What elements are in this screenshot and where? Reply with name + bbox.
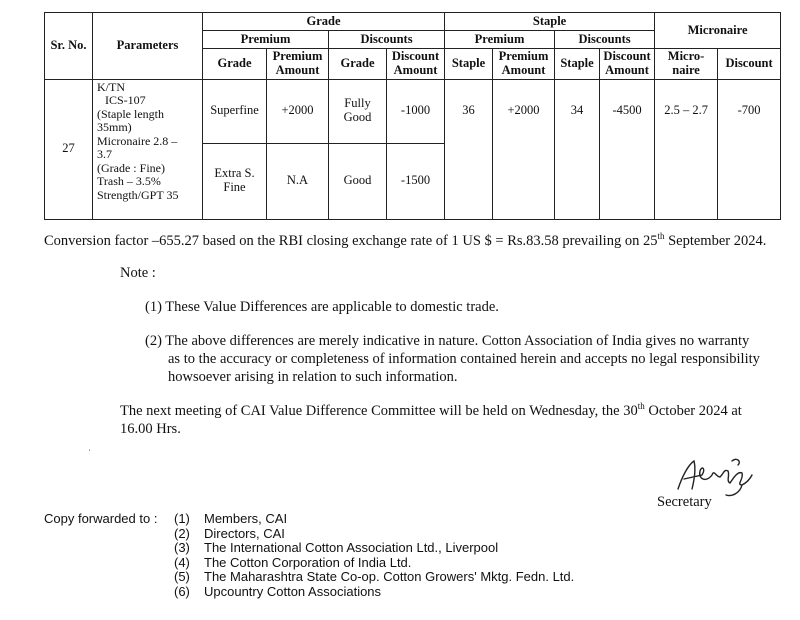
discount-amount-cell: -1500: [387, 143, 445, 219]
sr-no-cell: 27: [45, 79, 93, 219]
list-text: Directors, CAI: [204, 525, 285, 541]
list-num: (6): [174, 583, 190, 599]
param-line: (Grade : Fine): [97, 160, 165, 175]
meeting-tail: October 2024 at: [644, 403, 742, 419]
sub-discount-header: Discount: [718, 49, 781, 80]
param-line: 35mm): [97, 120, 132, 135]
staple-discount-amount-cell: -4500: [600, 79, 655, 219]
premium-amount-cell: N.A: [267, 143, 329, 219]
list-text: The International Cotton Association Ltd., Liverpool: [204, 540, 499, 556]
list-item: [174, 570, 574, 585]
conversion-sup: th: [657, 231, 665, 242]
sub-discount-amount-header: Discount Amount: [387, 49, 445, 80]
discount-grade-cell: Good: [329, 143, 387, 219]
conversion-main: Conversion factor –655.27 based on the RBI closing exchange rate of 1 US $ = Rs.83.58 prevailing on 25: [44, 233, 658, 249]
list-num: (5): [174, 569, 190, 585]
param-line: Micronaire 2.8 –: [97, 133, 178, 148]
sub-premium-amount-header: Premium Amount: [267, 49, 329, 80]
next-meeting-text: [120, 402, 742, 420]
parameters-cell: [93, 79, 203, 219]
staple-premium-header: Premium: [445, 31, 555, 49]
secretary-title: Secretary: [657, 494, 712, 510]
list-item: [174, 541, 574, 556]
parameters-header: Parameters: [93, 13, 203, 80]
note-item-2-cont: howsoever arising in relation to such information.: [168, 369, 458, 385]
next-meeting-time: 16.00 Hrs.: [120, 421, 181, 437]
list-item: [174, 585, 574, 600]
staple-cell: 36: [445, 79, 493, 219]
list-text: Upcountry Cotton Associations: [204, 583, 382, 599]
staple-discounts-header: Discounts: [555, 31, 655, 49]
list-text: Members, CAI: [204, 511, 288, 526]
param-line: (Staple length: [97, 106, 164, 121]
list-item: [174, 556, 574, 571]
value-difference-table: [44, 12, 781, 220]
sr-no-header: Sr. No.: [45, 13, 93, 80]
sub-discount-amount2-header: Discount Amount: [600, 49, 655, 80]
copy-list: [174, 512, 574, 600]
copy-forwarded-label: Copy forwarded to :: [44, 511, 158, 526]
premium-amount-cell: +2000: [267, 79, 329, 143]
grade-premium-header: Premium: [203, 31, 329, 49]
note-label: Note :: [120, 265, 156, 281]
grade-cell: Superfine: [203, 79, 267, 143]
grade-cell: Extra S. Fine: [203, 143, 267, 219]
param-line: Trash – 3.5%: [97, 174, 161, 189]
micronaire-header: Micronaire: [655, 13, 781, 49]
meeting-main: The next meeting of CAI Value Difference Committee will be held on Wednesday, the 30: [120, 403, 638, 419]
grade-header: Grade: [203, 13, 445, 31]
note-item-2-cont: as to the accuracy or completeness of information contained herein and accepts no legal responsibility: [168, 351, 760, 367]
note-item-1: (1) These Value Differences are applicable to domestic trade.: [145, 299, 499, 315]
list-num: (1): [174, 511, 190, 526]
list-num: (2): [174, 525, 190, 541]
grade-discounts-header: Discounts: [329, 31, 445, 49]
sub-staple-header: Staple: [445, 49, 493, 80]
list-num: (4): [174, 554, 190, 570]
param-line: 3.7: [97, 147, 112, 162]
list-num: (3): [174, 540, 190, 556]
stray-mark: ˈ: [88, 448, 91, 458]
staple-header: Staple: [445, 13, 655, 31]
param-line: ICS-107: [105, 93, 146, 108]
param-line: Strength/GPT 35: [97, 187, 179, 202]
sub-grade2-header: Grade: [329, 49, 387, 80]
list-text: The Cotton Corporation of India Ltd.: [204, 554, 412, 570]
sub-premium-amount2-header: Premium Amount: [493, 49, 555, 80]
list-text: The Maharashtra State Co-op. Cotton Growers' Mktg. Fedn. Ltd.: [204, 569, 575, 585]
meeting-sup: th: [637, 401, 645, 412]
staple-discount-cell: 34: [555, 79, 600, 219]
list-item: [174, 512, 574, 527]
micronaire-discount-cell: -700: [718, 79, 781, 219]
staple-premium-cell: +2000: [493, 79, 555, 219]
conversion-tail: September 2024.: [664, 233, 767, 249]
sub-grade-header: Grade: [203, 49, 267, 80]
conversion-factor-text: [44, 232, 794, 250]
sub-staple2-header: Staple: [555, 49, 600, 80]
sub-micronaire-header: Micro-naire: [655, 49, 718, 80]
discount-amount-cell: -1000: [387, 79, 445, 143]
discount-grade-cell: Fully Good: [329, 79, 387, 143]
list-item: [174, 527, 574, 542]
note-item-2: (2) The above differences are merely indicative in nature. Cotton Association of India gives no warranty: [145, 333, 750, 349]
param-line: K/TN: [97, 79, 125, 94]
micronaire-cell: 2.5 – 2.7: [655, 79, 718, 219]
